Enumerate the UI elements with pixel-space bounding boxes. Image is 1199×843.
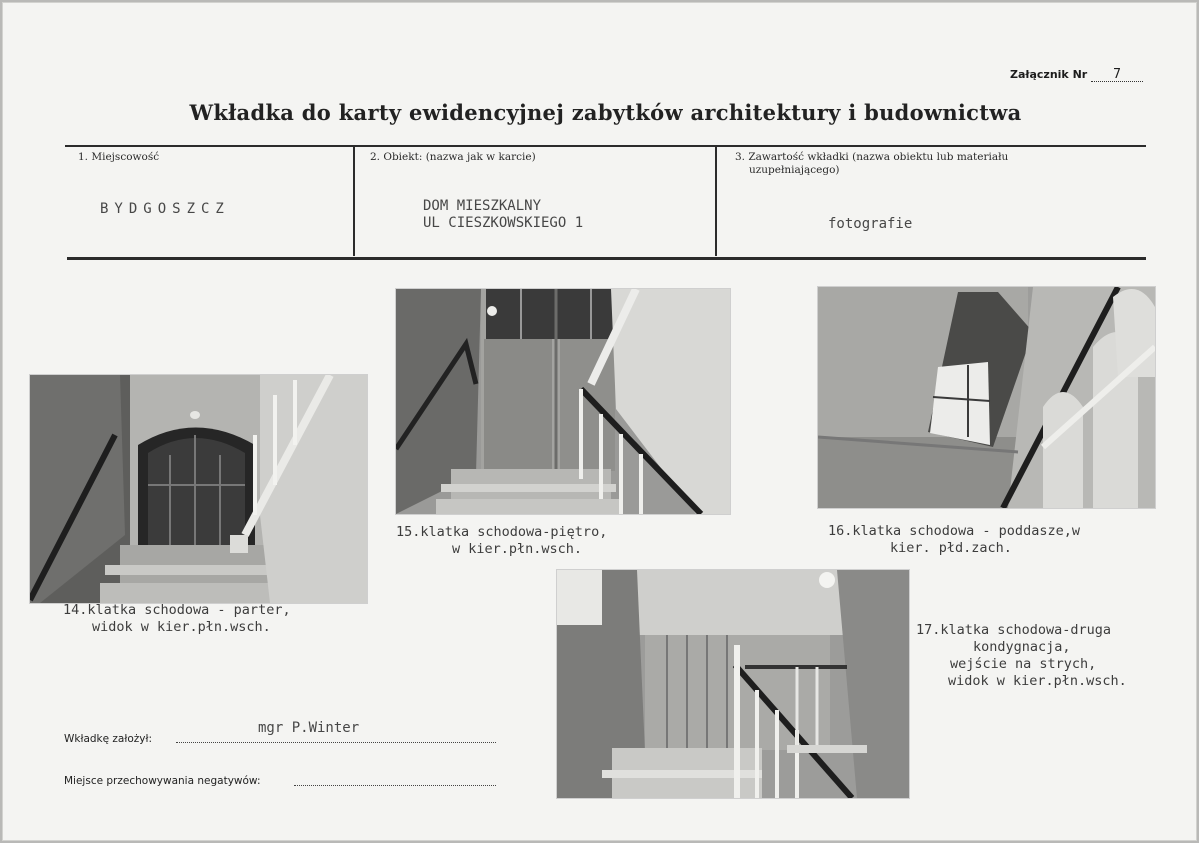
contents-label: 3. Zawartość wkładki (nazwa obiektu lub materiału	[735, 151, 1009, 163]
object-name: DOM MIESZKALNY	[423, 198, 542, 214]
contents-label-cont: uzupełniającego)	[749, 164, 840, 176]
negatives-location-label: Miejsce przechowywania negatywów:	[64, 775, 261, 787]
header-divider-1	[353, 146, 355, 256]
annex-number	[1010, 68, 1143, 82]
header-divider-2	[715, 146, 717, 256]
photo-14-caption-line1: 14.klatka schodowa - parter,	[63, 602, 291, 618]
founder-label: Wkładkę założył:	[64, 733, 153, 745]
photo-17-caption-line3: wejście na strych,	[950, 656, 1097, 672]
founder-dotline	[176, 742, 496, 743]
photo-17-caption-line1: 17.klatka schodowa-druga	[916, 622, 1112, 638]
annex-number-value: 7	[1091, 69, 1143, 82]
photo-17-caption-line2: kondygnacja,	[973, 639, 1071, 655]
header-bottom-rule	[67, 257, 1146, 260]
record-sheet	[2, 2, 1197, 841]
photo-16-caption-line2: kier. płd.zach.	[890, 540, 1012, 556]
locality-label: 1. Miejscowość	[78, 151, 160, 163]
photo-16-attic-staircase	[818, 287, 1155, 508]
locality-value: BYDGOSZCZ	[100, 201, 230, 217]
photo-15-caption-line2: w kier.płn.wsch.	[452, 541, 583, 557]
photo-14-caption-line2: widok w kier.płn.wsch.	[92, 619, 271, 635]
object-label: 2. Obiekt: (nazwa jak w karcie)	[370, 151, 536, 163]
photo-15-caption-line1: 15.klatka schodowa-piętro,	[396, 524, 608, 540]
annex-label: Załącznik Nr	[1010, 68, 1088, 81]
photo-16-caption-line1: 16.klatka schodowa - poddasze,w	[828, 523, 1080, 539]
photo-17-caption-line4: widok w kier.płn.wsch.	[948, 673, 1127, 689]
photo-17-second-storey-attic-entrance	[557, 570, 909, 798]
photo-15-first-floor-staircase	[396, 289, 730, 514]
contents-value: fotografie	[828, 216, 913, 232]
negatives-location-dotline	[294, 785, 496, 786]
page-title: Wkładka do karty ewidencyjnej zabytków architektury i budownictwa	[189, 100, 1022, 125]
photo-14-ground-floor-staircase	[30, 375, 367, 603]
founder-value: mgr P.Winter	[258, 720, 360, 736]
header-top-rule	[65, 145, 1146, 147]
object-address: UL CIESZKOWSKIEGO 1	[423, 215, 584, 231]
